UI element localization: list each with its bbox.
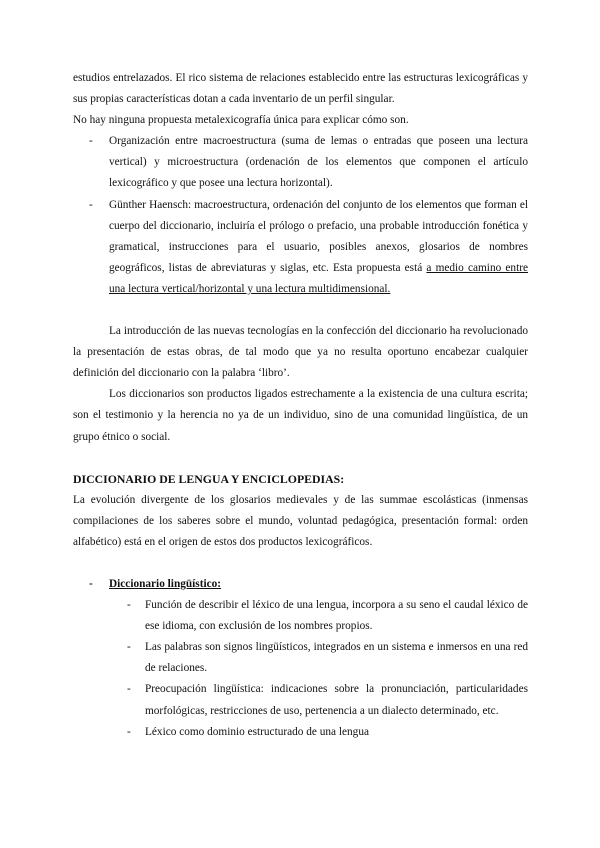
intro-statement: No hay ninguna propuesta metalexicografía única para explicar cómo son. [73,114,409,127]
list-item-text: Organización entre macroestructura (suma de lemas o entradas que poseen una lectura vertical) y microestructura (ordenación de los elementos que componen el artículo lexicográfico y que posee una lectura horizontal). [109,135,528,190]
dash-bullet: - [127,725,131,738]
list-item [73,131,528,194]
dash-bullet: - [127,641,131,654]
list-item [73,595,528,637]
subsection-item [73,574,528,595]
underlined-text: a medio camino entre una lectura vertical/horizontal y una lectura multidimensional. [109,261,528,295]
list-item [73,722,528,743]
dash-bullet: - [89,577,93,590]
intro-paragraph: estudios entrelazados. El rico sistema de relaciones establecido entre las estructuras lexicográficas y sus propias características dotan a cada inventario de un perfil singular. [73,72,528,106]
section-paragraph: La evolución divergente de los glosarios medievales y de las summae escolásticas (inmensas compilaciones de los saberes sobre el mundo, voluntad pedagógica, presentación formal: orden alfabético) está en el origen de estos dos productos lexicográficos. [73,493,528,548]
dash-bullet: - [127,599,131,612]
spacer [73,300,528,321]
subsection-points [73,595,528,743]
list-item-text: Léxico como dominio estructurado de una lengua [145,725,369,738]
body-paragraph: Los diccionarios son productos ligados estrechamente a la existencia de una cultura escrita; son el testimonio y la herencia no ya de un individuo, sino de una comunidad lingüística, de un grupo étnico o social. [73,388,528,443]
subsection-heading: Diccionario lingüístico: [109,577,222,590]
spacer [73,553,528,574]
list-item-text: Función de describir el léxico de una lengua, incorpora a su seno el caudal léxico de ese idioma, con exclusión de los nombres propios. [145,599,528,633]
list-item-text: Günther Haensch: macroestructura, ordenación del conjunto de los elementos que forman el cuerpo del diccionario, incluiría el prólogo o prefacio, una probable introducción fonética y gramatical, instrucciones para el usuario, posibles anexos, glosarios de nombres geográficos, listas de abreviaturas y siglas, etc. Esta propuesta está [109,198,528,274]
list-item [73,679,528,721]
structure-list [73,131,528,300]
list-item [73,195,528,300]
dash-bullet: - [89,135,93,148]
list-item-text: Preocupación lingüística: indicaciones sobre la pronunciación, particularidades morfológicas, restricciones de uso, pertenencia a un dialecto determinado, etc. [145,683,528,717]
list-item-text: Las palabras son signos lingüísticos, integrados en un sistema e inmersos en una red de relaciones. [145,641,528,675]
list-item [73,637,528,679]
document-page [73,68,528,743]
dash-bullet: - [127,683,131,696]
body-paragraph: La introducción de las nuevas tecnologías en la confección del diccionario ha revolucionado la presentación de estas obras, de tal modo que ya no resulta oportuno encabezar cualquier definición del diccionario con la palabra ‘libro’. [73,325,528,380]
spacer [73,448,528,469]
subsection-list [73,574,528,595]
section-heading: DICCIONARIO DE LENGUA Y ENCICLOPEDIAS: [73,471,345,486]
dash-bullet: - [89,198,93,211]
